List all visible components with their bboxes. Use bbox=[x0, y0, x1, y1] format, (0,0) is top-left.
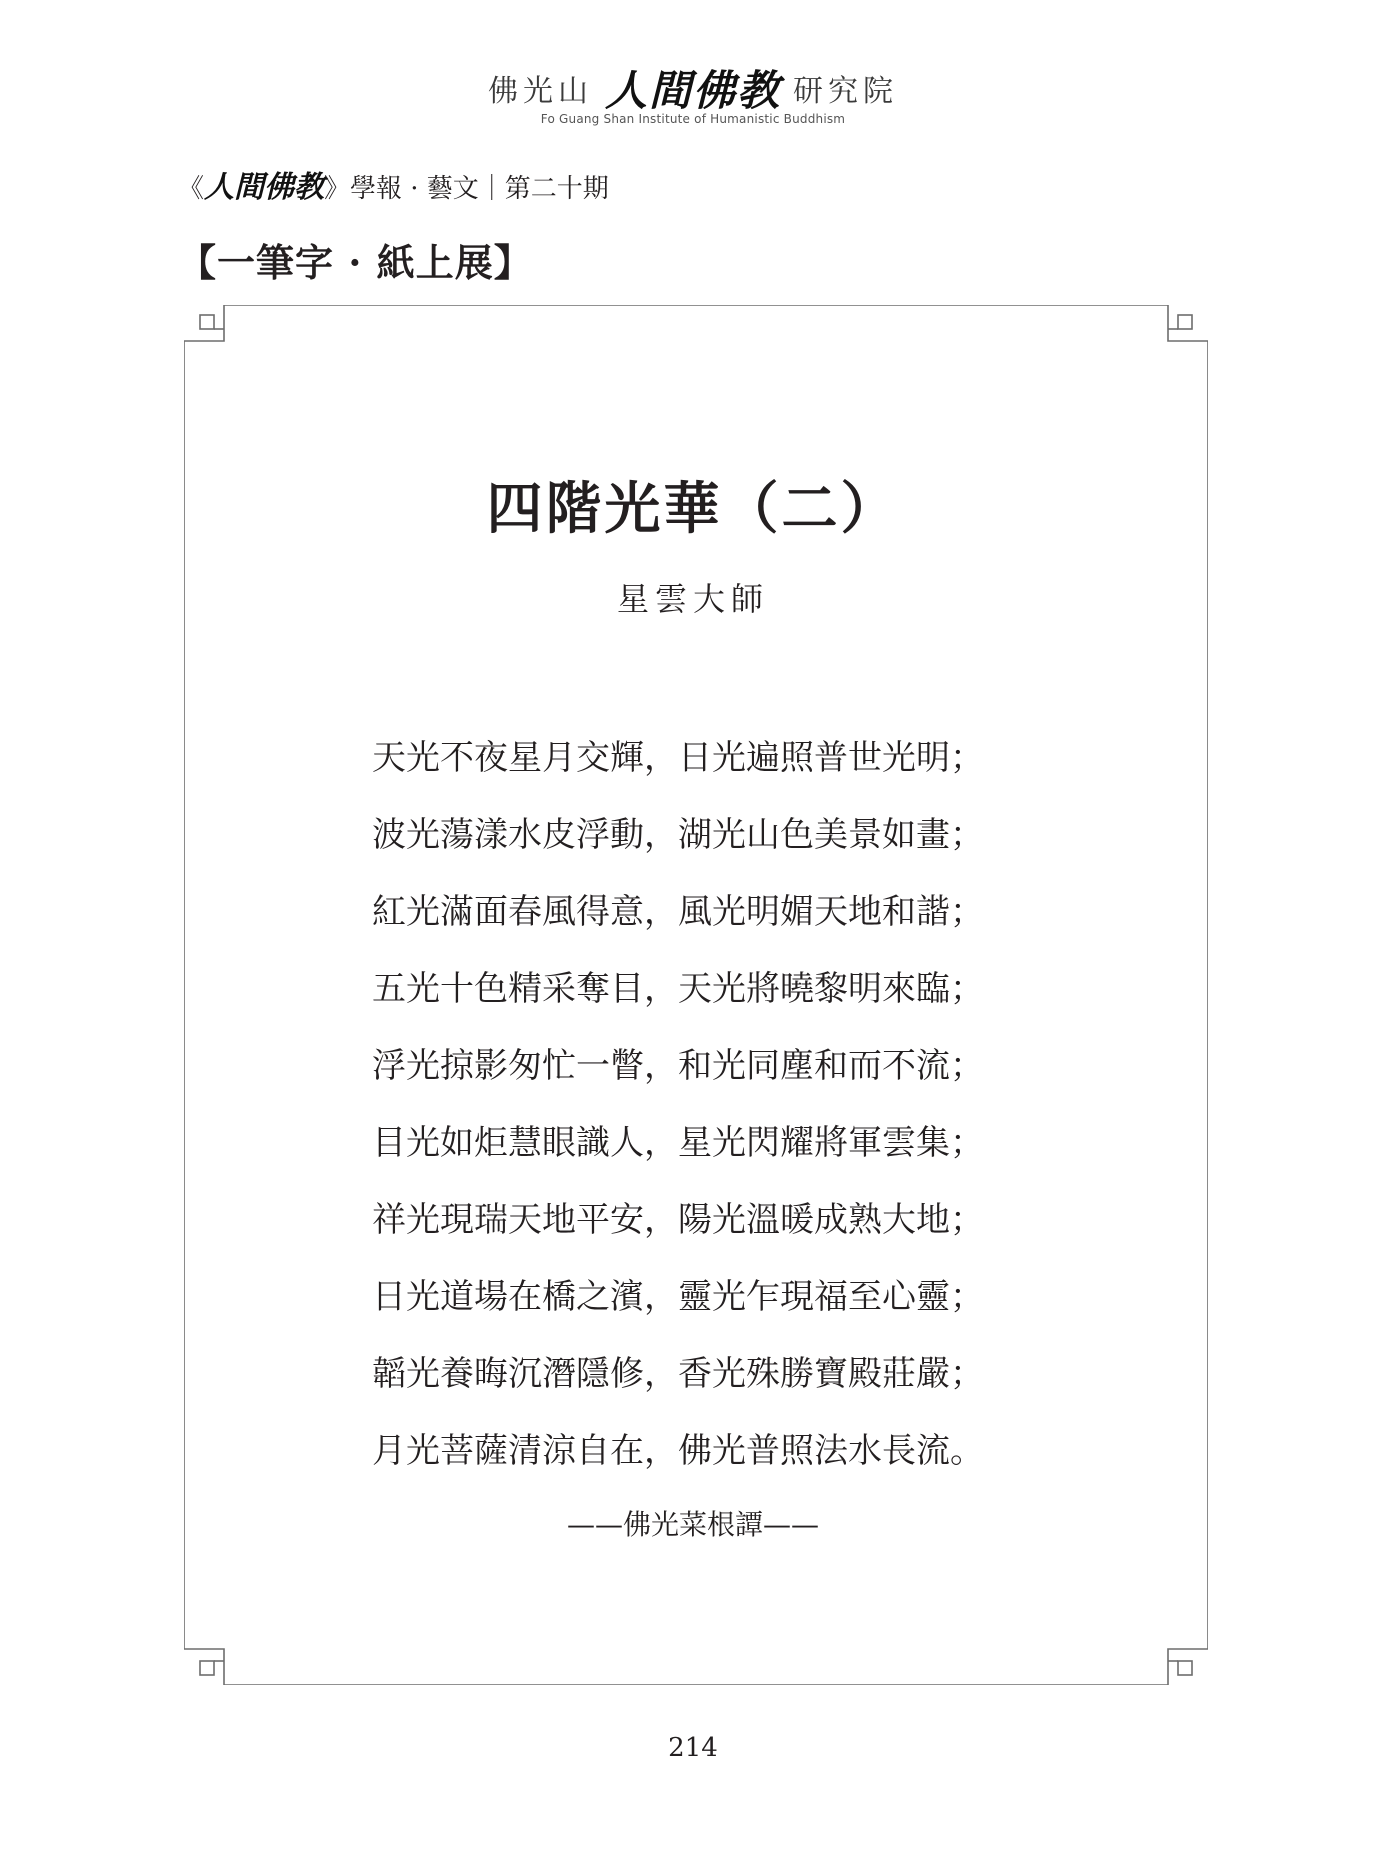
poem-body bbox=[372, 735, 1072, 1505]
poem-line: 目光如炬慧眼識人，星光閃耀將軍雲集； bbox=[372, 1123, 984, 1163]
poem-line: 祥光現瑞天地平安，陽光溫暖成熟大地； bbox=[372, 1200, 984, 1240]
poem-line: 五光十色精采奪目，天光將曉黎明來臨； bbox=[372, 969, 984, 1009]
poem-line: 紅光滿面春風得意，風光明媚天地和諧； bbox=[372, 892, 984, 932]
section-title: 【一筆字 · 紙上展】 bbox=[178, 240, 533, 285]
page-number: 214 bbox=[668, 1733, 718, 1763]
poem-line: 天光不夜星月交輝，日光遍照普世光明； bbox=[372, 738, 984, 778]
poem-source: ——佛光菜根譚—— bbox=[566, 1508, 819, 1541]
poem-title: 四階光華（二） bbox=[486, 476, 900, 542]
journal-open-bracket: 《 bbox=[178, 174, 205, 204]
poem-line: 月光菩薩清涼自在，佛光普照法水長流。 bbox=[372, 1431, 984, 1471]
logo-brush-text: 人間佛教 bbox=[604, 66, 781, 115]
journal-brush-name: 人間佛教 bbox=[204, 170, 325, 205]
poem-line: 波光蕩漾水皮浮動，湖光山色美景如畫； bbox=[372, 815, 984, 855]
poem-line: 浮光掠影匆忙一瞥，和光同塵和而不流； bbox=[372, 1046, 984, 1086]
institute-logo bbox=[0, 58, 1386, 118]
poem-line: 日光道場在橋之濱，靈光乍現福至心靈； bbox=[372, 1277, 984, 1317]
logo-left-text: 佛光山 bbox=[487, 74, 593, 109]
poem-author: 星雲大師 bbox=[616, 580, 769, 618]
logo-right-text: 研究院 bbox=[793, 74, 898, 109]
institute-english-name: Fo Guang Shan Institute of Humanistic Buddhism bbox=[540, 112, 846, 126]
journal-issue-info: 》學報 · 藝文｜第二十期 bbox=[324, 174, 609, 204]
poem-line: 韜光養晦沉潛隱修，香光殊勝寶殿莊嚴； bbox=[372, 1354, 984, 1394]
journal-title bbox=[178, 162, 609, 206]
